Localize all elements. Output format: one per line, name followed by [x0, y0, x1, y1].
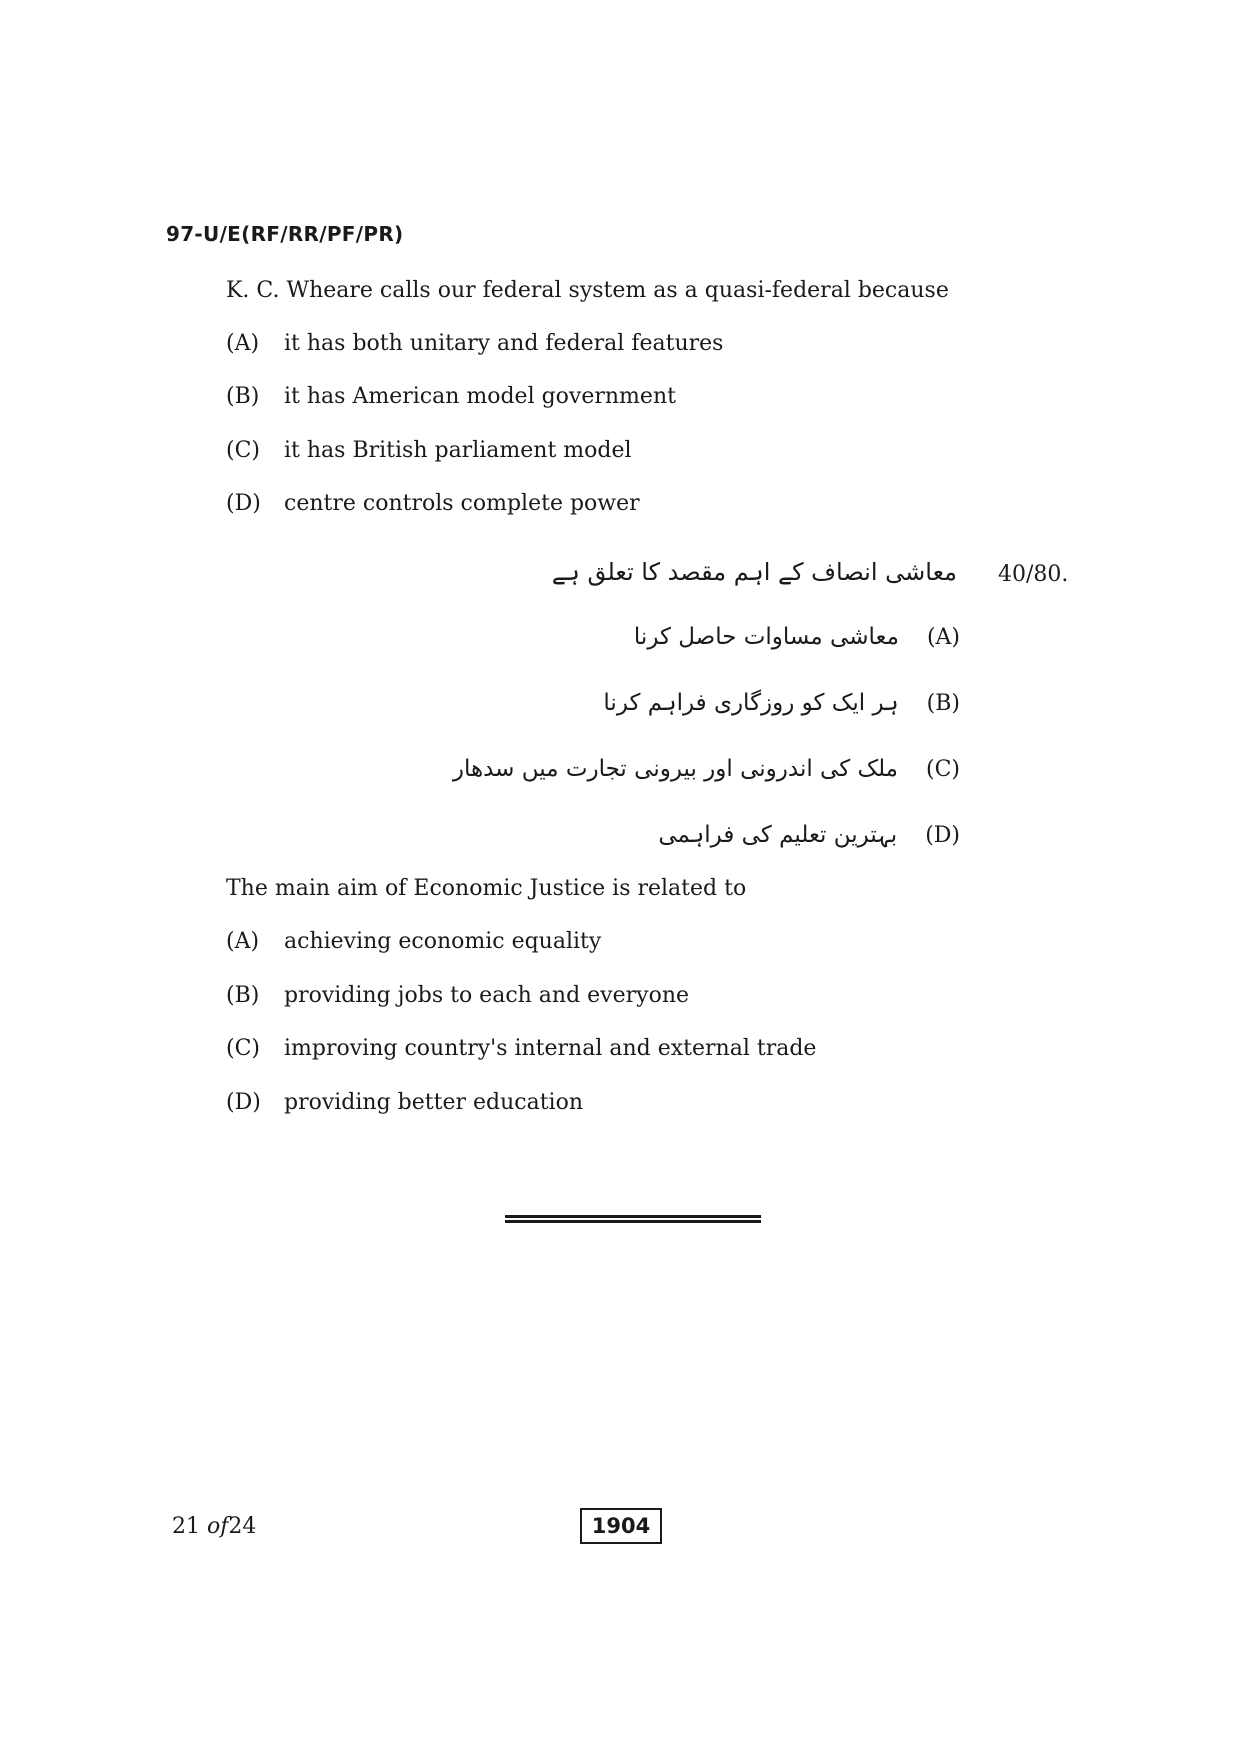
option-letter: (C) — [226, 438, 260, 463]
q1-option-a — [226, 331, 723, 356]
urdu-option-a — [634, 624, 960, 650]
urdu-option-text: ملک کی اندرونی اور بیرونی تجارت میں سدھار — [452, 756, 898, 782]
option-letter: (A) — [226, 929, 260, 954]
option-text: achieving economic equality — [284, 929, 602, 954]
urdu-option-d — [658, 822, 960, 848]
page-of: of — [207, 1514, 229, 1539]
urdu-option-text: معاشی مساوات حاصل کرنا — [633, 624, 899, 650]
page-number — [172, 1514, 256, 1539]
q2-option-d — [226, 1090, 583, 1115]
q2-option-b — [226, 983, 689, 1008]
option-letter: (B) — [226, 384, 260, 409]
option-text: centre controls complete power — [284, 491, 640, 516]
urdu-option-text: بہترین تعلیم کی فراہمی — [658, 822, 898, 848]
question-text-1: K. C. Wheare calls our federal system as a quasi-federal because — [226, 278, 949, 303]
option-text: providing jobs to each and everyone — [284, 983, 690, 1008]
option-text: improving country's internal and external trade — [284, 1036, 817, 1061]
end-of-section-rule — [505, 1215, 761, 1223]
q1-option-c — [226, 438, 632, 463]
q2-option-c — [226, 1036, 816, 1061]
urdu-option-text: ہر ایک کو روزگاری فراہم کرنا — [603, 690, 899, 716]
option-letter: (D) — [226, 1090, 261, 1115]
option-text: providing better education — [284, 1090, 583, 1115]
option-letter: (C) — [226, 1036, 260, 1061]
option-letter: (C) — [926, 757, 960, 782]
urdu-question-text: معاشی انصاف کے اہم مقصد کا تعلق ہے — [551, 558, 957, 586]
option-text: it has British parliament model — [284, 438, 632, 463]
urdu-option-c — [453, 756, 960, 782]
option-text: it has both unitary and federal features — [284, 331, 724, 356]
q2-option-a — [226, 929, 601, 954]
urdu-question-number: 40/80. — [998, 562, 1069, 587]
option-letter: (D) — [925, 823, 960, 848]
option-letter: (A) — [226, 331, 260, 356]
page-code: 97-U/E(RF/RR/PF/PR) — [166, 222, 404, 246]
option-letter: (B) — [926, 691, 960, 716]
option-text: it has American model government — [284, 384, 676, 409]
q1-option-b — [226, 384, 676, 409]
booklet-code-box: 1904 — [580, 1508, 662, 1544]
q1-option-d — [226, 491, 640, 516]
option-letter: (D) — [226, 491, 261, 516]
urdu-option-b — [603, 690, 960, 716]
page-total: 24 — [228, 1514, 257, 1539]
option-letter: (B) — [226, 983, 260, 1008]
option-letter: (A) — [926, 625, 960, 650]
question-text-2: The main aim of Economic Justice is related to — [226, 876, 747, 901]
page-current: 21 — [172, 1514, 200, 1539]
